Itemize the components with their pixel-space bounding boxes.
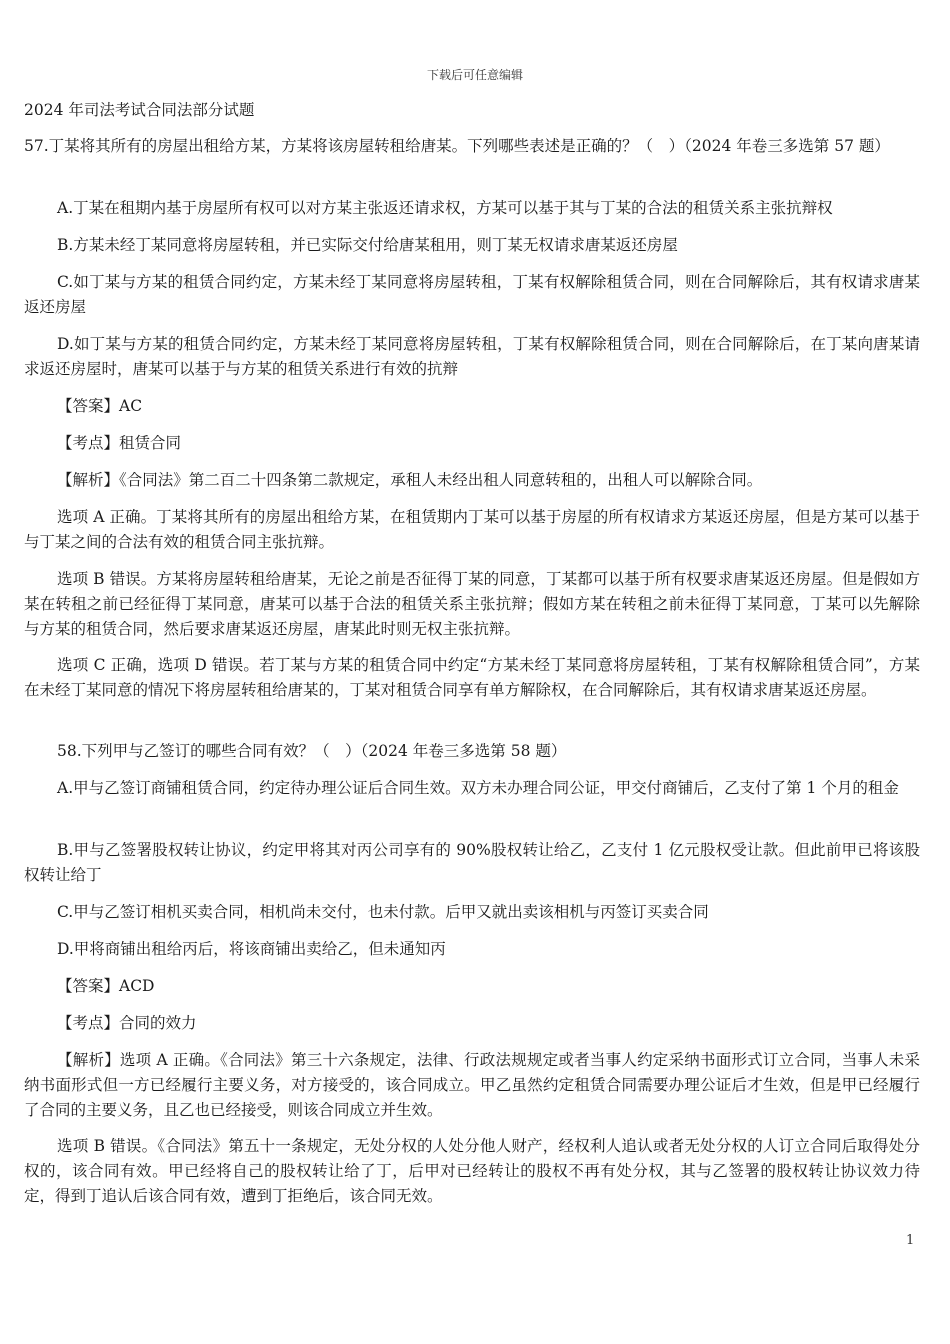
explanation-57-a: 选项 A 正确。丁某将其所有的房屋出租给方某，在租赁期内丁某可以基于房屋的所有权请求方某返还房屋，但是方某可以基于与丁某之间的合法有效的租赁合同主张抗辩。 <box>24 508 920 551</box>
option-58-d: D.甲将商铺出租给丙后，将该商铺出卖给乙，但未通知丙 <box>57 940 446 958</box>
option-57-c: C.如丁某与方某的租赁合同约定，方某未经丁某同意将房屋转租，丁某有权解除租赁合同，则在合同解除后，其有权请求唐某返还房屋 <box>24 273 920 316</box>
analysis-57: 【解析】《合同法》第二百二十四条第二款规定，承租人未经出租人同意转租的，出租人可以解除合同。 <box>57 471 763 489</box>
page-header: 下载后可任意编辑 <box>426 68 523 82</box>
explanation-58-b: 选项 B 错误。《合同法》第五十一条规定，无处分权的人处分他人财产，经权利人追认或者无处分权的人订立合同后取得处分权的，该合同有效。甲已经将自己的股权转让给了丁，后甲对已经转让的股权不再有处分权，其与乙签署的股权转让协议效力待定，得到丁追认后该合同有效，遭到丁拒绝后，该合同无效。 <box>24 1137 920 1205</box>
option-57-b: B.方某未经丁某同意将房屋转租，并已实际交付给唐某租用，则丁某无权请求唐某返还房屋 <box>57 236 678 254</box>
document-title: 2024 年司法考试合同法部分试题 <box>24 101 255 119</box>
option-58-c: C.甲与乙签订相机买卖合同，相机尚未交付，也未付款。后甲又就出卖该相机与丙签订买卖合同 <box>57 903 709 921</box>
option-57-a: A.丁某在租期内基于房屋所有权可以对方某主张返还请求权，方某可以基于其与丁某的合法的租赁关系主张抗辩权 <box>57 199 833 217</box>
analysis-58-a: 【解析】选项 A 正确。《合同法》第三十六条规定，法律、行政法规规定或者当事人约定采纳书面形式订立合同，当事人未采纳书面形式但一方已经履行主要义务，对方接受的，该合同成立。甲乙虽然约定租赁合同需要办理公证后才生效，但是甲已经履行了合同的主要义务，且乙也已经接受，则该合同成立并生效。 <box>24 1051 920 1119</box>
question-57: 57.丁某将其所有的房屋出租给方某，方某将该房屋转租给唐某。下列哪些表述是正确的？（ ）（2024 年卷三多选第 57 题） <box>24 137 890 155</box>
explanation-57-cd: 选项 C 正确，选项 D 错误。若丁某与方某的租赁合同中约定“方某未经丁某同意将房屋转租，丁某有权解除租赁合同”，方某在未经丁某同意的情况下将房屋转租给唐某的，丁某对租赁合同享有单方解除权，在合同解除后，其有权请求唐某返还房屋。 <box>24 656 920 699</box>
option-57-d: D.如丁某与方某的租赁合同约定，方某未经丁某同意将房屋转租，丁某有权解除租赁合同，则在合同解除后，在丁某向唐某请求返还房屋时，唐某可以基于与方某的租赁关系进行有效的抗辩 <box>24 335 920 378</box>
option-58-a: A.甲与乙签订商铺租赁合同，约定待办理公证后合同生效。双方未办理合同公证，甲交付商铺后，乙支付了第 1 个月的租金 <box>57 779 899 797</box>
topic-57: 【考点】租赁合同 <box>57 434 182 452</box>
answer-58: 【答案】ACD <box>57 977 155 995</box>
topic-58: 【考点】合同的效力 <box>57 1014 197 1032</box>
answer-57: 【答案】AC <box>57 397 143 415</box>
page-number: 1 <box>906 1233 915 1248</box>
question-58: 58.下列甲与乙签订的哪些合同有效？（ ）（2024 年卷三多选第 58 题） <box>57 742 567 760</box>
explanation-57-b: 选项 B 错误。方某将房屋转租给唐某，无论之前是否征得丁某的同意，丁某都可以基于所有权要求唐某返还房屋。但是假如方某在转租之前已经征得丁某同意，唐某可以基于合法的租赁关系主张抗辩；假如方某在转租之前未征得丁某同意，丁某可以先解除与方某的租赁合同，然后要求唐某返还房屋，唐某此时则无权主张抗辩。 <box>24 570 920 638</box>
option-58-b: B.甲与乙签署股权转让协议，约定甲将其对丙公司享有的 90%股权转让给乙，乙支付 1 亿元股权受让款。但此前甲已将该股权转让给丁 <box>24 841 920 884</box>
